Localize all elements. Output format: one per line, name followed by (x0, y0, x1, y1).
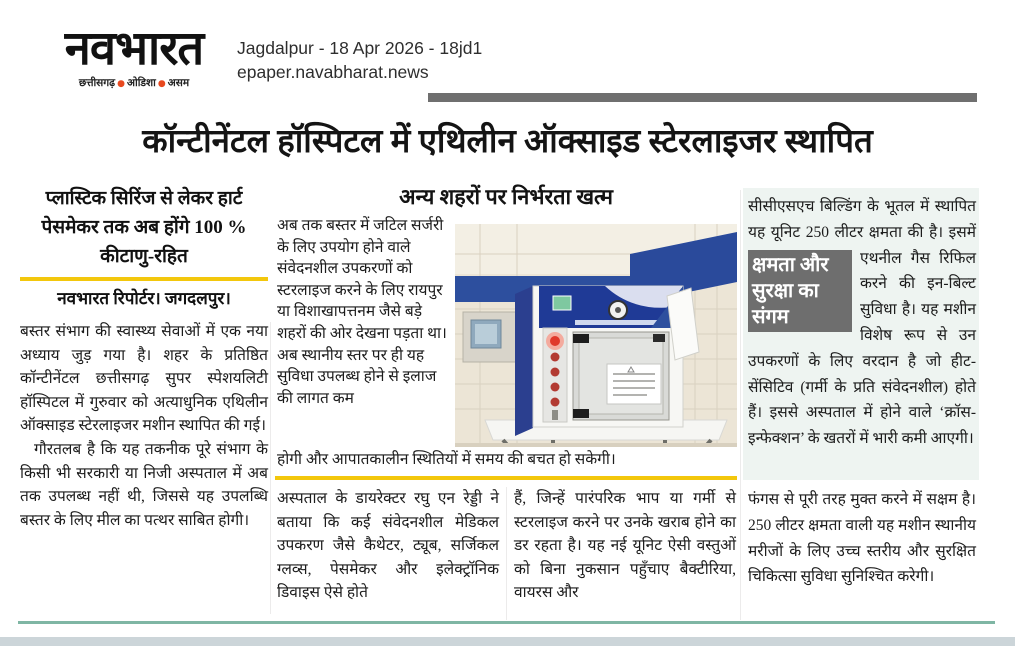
section-heading: अन्य शहरों पर निर्भरता खत्म (399, 185, 613, 209)
left-paragraph-1: बस्तर संभाग की स्वास्थ्य सेवाओं में एक नया अध्याय जुड़ गया है। शहर के प्रतिष्ठित कॉन्टीनेंटल छत्तीसगढ़ सुपर स्पेशयलिटी हॉस्पिटल में गुरुवार को अत्याधुनिक एथिलीन ऑक्साइड स्टेरलाइजर मशीन स्थापित की गई। (20, 323, 268, 435)
left-column-body (20, 320, 268, 532)
column-separator (270, 322, 271, 614)
yellow-rule-middle (275, 476, 737, 480)
tagline-region-3: असम (167, 77, 190, 89)
header-divider-bar (428, 93, 977, 102)
tagline-region-1: छत्तीसगढ़ (78, 77, 116, 89)
right-bottom-paragraph: फंगस से पूरी तरह मुक्त करने में सक्षम है। 250 लीटर क्षमता वाली यह मशीन स्थानीय मरीजों के लिए उच्च स्तरीय और सुरक्षित चिकित्सा सुविधा सुनिश्चित करेगी। (748, 491, 976, 586)
middle-intro-text: अब तक बस्तर में जटिल सर्जरी के लिए उपयोग होने वाले संवेदनशील उपकरणों को स्टरलाइज करने के लिए रायपुर या विशाखापत्तनम जैसे बड़े शहरों की ओर देखना पड़ता था। अब स्थानीय स्तर पर ही यह सुविधा उपलब्ध होने से इलाज की लागत कम (277, 217, 447, 407)
highlight-box: क्षमता और सुरक्षा का संगम (748, 250, 852, 332)
newspaper-logo: नवभारत (64, 21, 204, 76)
left-paragraph-2: गौरतलब है कि यह तकनीक पूरे संभाग के किसी भी सरकारी या निजी अस्पताल में अब तक उपलब्ध नहीं थी, जिससे यह उपलब्धि बस्तर के लिए मील का पत्थर साबित होगी। (20, 440, 268, 529)
sterilizer-photo-illustration (455, 224, 737, 447)
right-column-body (748, 194, 976, 452)
page-bottom-bar (0, 637, 1015, 646)
yellow-rule-left (20, 277, 268, 281)
byline: नवभारत रिपोर्टर। जगदलपुर। (57, 289, 231, 308)
edition-info (237, 36, 637, 84)
bottom-column-2: अस्पताल के डायरेक्टर रघु एन रेड्डी ने बताया कि कई संवेदनशील मेडिकल उपकरण जैसे कैथेटर, ट्यूब, सर्जिकल ग्लव्स, पेसमेकर और इलेक्ट्रॉनिक डिवाइस ऐसे होते (277, 490, 499, 602)
epaper-url: epaper.navabharat.news (237, 62, 429, 82)
right-paragraph-end: जो हीट-सेंसिटिव (गर्मी के प्रति संवेदनशील) होते हैं। इससे अस्पताल में होने वाले ‘क्रॉस-इन्फेक्शन’ के खतरों में भारी कमी आएगी। (748, 352, 976, 448)
edition-date-line: Jagdalpur - 18 Apr 2026 - 18jd1 (237, 38, 483, 58)
sterilizer-photo (455, 224, 737, 447)
column-separator (506, 487, 507, 620)
tagline-dot-icon: ● (117, 79, 125, 89)
main-headline: कॉन्टीनेंटल हॉस्पिटल में एथिलीन ऑक्साइड स्टेरलाइजर स्थापित (142, 124, 873, 160)
middle-intro-continuation: होगी और आपातकालीन स्थितियों में समय की बचत हो सकेगी। (277, 451, 616, 468)
bottom-column-3: हैं, जिन्हें पारंपरिक भाप या गर्मी से स्टरलाइज करने पर उनके खराब होने का डर रहता है। यह नई यूनिट ऐसी वस्तुओं को बिना नुकसान पहुँचाए बैक्टीरिया, वायरस और (514, 490, 736, 602)
tagline-dot-icon: ● (157, 79, 166, 89)
right-paragraph-start: सीसीएसएच बिल्डिंग के भूतल में स्थापित यह यूनिट 250 लीटर क्षमता की है। इसमें एथनील गैस रिफिल (748, 198, 976, 267)
left-subheadline: प्लास्टिक सिरिंज से लेकर हार्ट पेसमेकर तक अब होंगे 100 % कीटाणु-रहित (41, 188, 247, 267)
right-paragraph-wrap: करने की इन-बिल्ट सुविधा है। यह मशीन विशेष रूप से उन उपकरणों के लिए वरदान है (748, 275, 976, 370)
tagline-region-2: ओडिशा (126, 77, 156, 89)
logo-tagline (34, 76, 234, 90)
footer-teal-rule (18, 621, 995, 624)
column-separator (740, 190, 741, 620)
